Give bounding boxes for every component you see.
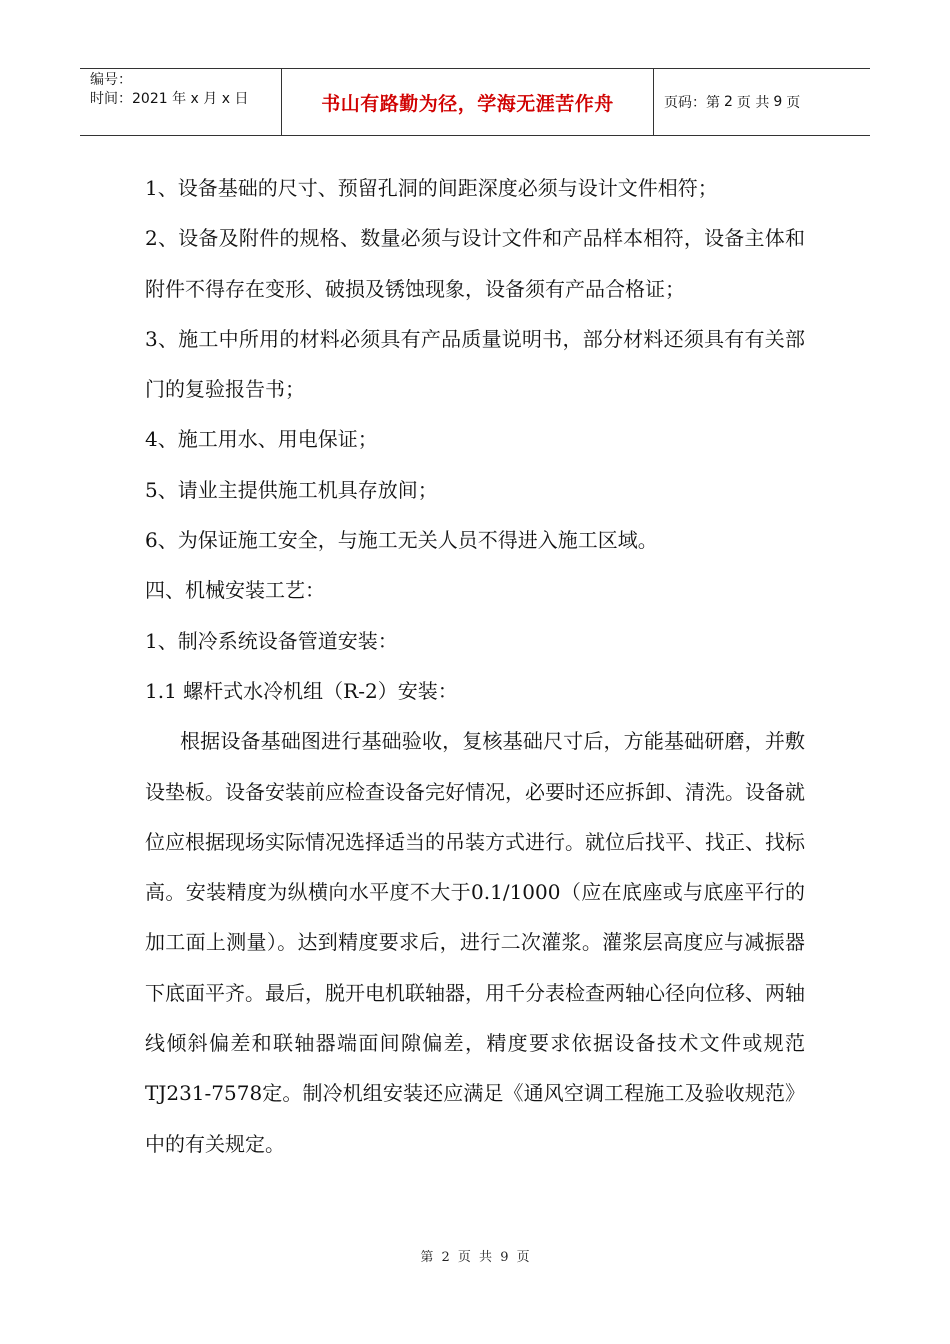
paragraph: 根据设备基础图进行基础验收，复核基础尺寸后，方能基础研磨，并敷设垫板。设备安装前应检查设备完好情况，必要时还应拆卸、清洗。设备就位应根据现场实际情况选择适当的吊装方式进行。就位后找平、找正、找标高。安装精度为纵横向水平度不大于0.1/1000（应在底座或与底座平行的加工面上测量）。达到精度要求后，进行二次灌浆。灌浆层高度应与减振器下底面平齐。最后，脱开电机联轴器，用千分表检查两轴心径向位移、两轴线倾斜偏差和联轴器端面间隙偏差，精度要求依据设备技术文件或规范TJ231-7578定。制冷机组安装还应满足《通风空调工程施工及验收规范》中的有关规定。 (145, 729, 805, 1156)
document-body (145, 163, 805, 1169)
subsection-heading: 1、制冷系统设备管道安装： (145, 628, 398, 653)
page-total: 9 (773, 94, 783, 110)
paragraph: 1、设备基础的尺寸、预留孔洞的间距深度必须与设计文件相符； (145, 176, 718, 200)
paragraph: 5、请业主提供施工机具存放间； (145, 477, 438, 502)
header-motto: 书山有路勤为径，学海无涯苦作舟 (282, 69, 654, 135)
section-heading: 四、机械安装工艺： (145, 578, 325, 603)
header-info (80, 69, 282, 135)
paragraph: 6、为保证施工安全，与施工无关人员不得进入施工区域。 (145, 528, 658, 553)
page-suffix: 页 (786, 95, 801, 111)
serial-label: 编号： (90, 72, 132, 88)
subsection-heading: 1.1 螺杆式水冷机组（R-2）安装： (145, 678, 458, 703)
time-label: 时间：2021 年 x 月 x 日 (90, 91, 249, 107)
paragraph: 4、施工用水、用电保证； (145, 427, 378, 452)
page-mid: 页 共 (736, 95, 770, 111)
page-prefix: 页码：第 (664, 95, 720, 111)
paragraph: 2、设备及附件的规格、数量必须与设计文件和产品样本相符，设备主体和附件不得存在变形、破损及锈蚀现象，设备须有产品合格证； (145, 226, 805, 301)
paragraph: 3、施工中所用的材料必须具有产品质量说明书，部分材料还须具有有关部门的复验报告书； (145, 326, 805, 402)
page-header (80, 68, 870, 136)
page-footer: 第 2 页 共 9 页 (420, 1250, 530, 1265)
page-current: 2 (724, 94, 733, 110)
header-page-number (654, 69, 870, 135)
